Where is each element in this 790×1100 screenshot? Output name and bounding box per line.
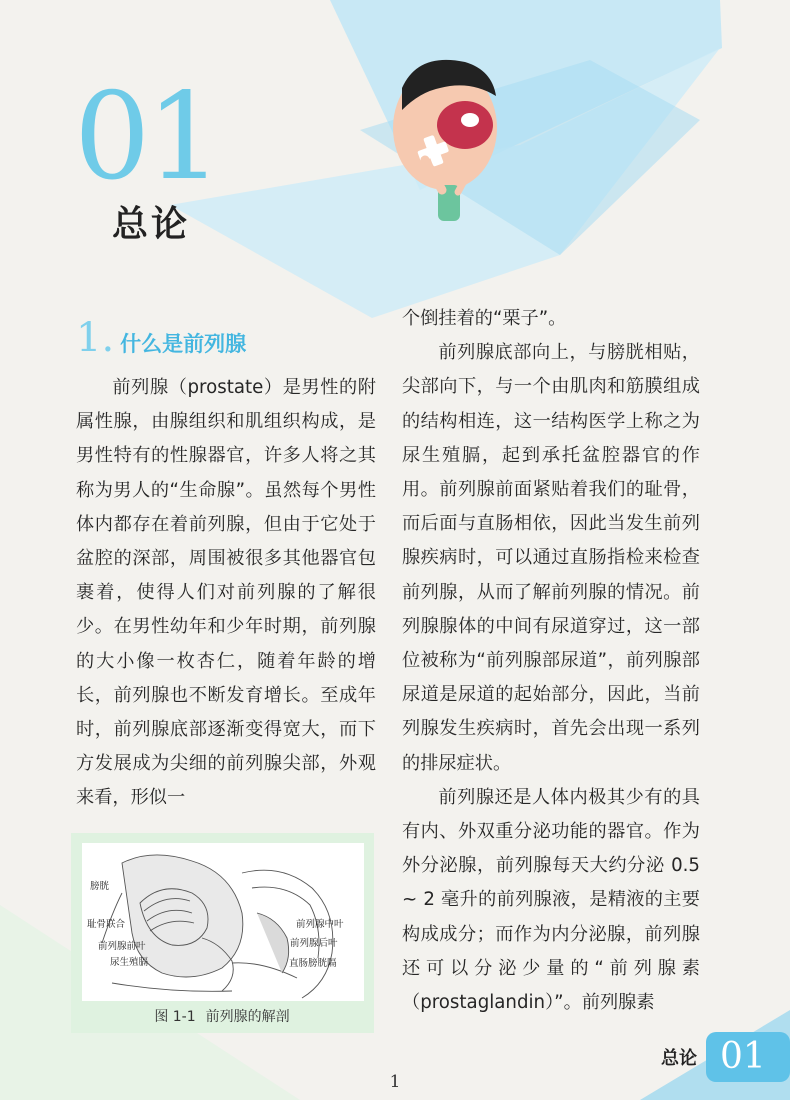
section-number: 1.	[76, 315, 115, 361]
left-column	[76, 371, 376, 816]
label-bladder: 膀胱	[90, 881, 110, 892]
label-pubic-symphysis: 耻骨联合	[87, 919, 126, 930]
figure-caption-text: 前列腺的解剖	[205, 1009, 290, 1025]
body-paragraph: 个倒挂着的“栗子”。	[402, 308, 567, 329]
chapter-number: 01	[74, 68, 219, 207]
body-paragraph: 前列腺底部向上，与膀胱相贴，尖部向下，与一个由肌肉和筋膜组成的结构相连，这一结构医学上称之为尿生殖膈，起到承托盆腔器官的作用。前列腺前面紧贴着我们的耻骨，而后面与直肠相依，因此当发生前列腺疾病时，可以通过直肠指检来检查前列腺，从而了解前列腺的情况。前列腺腺体的中间有尿道穿过，这一部位被称为“前列腺部尿道”，前列腺部尿道是尿道的起始部分，因此，当前列腺发生疾病时，首先会出现一系列的排尿症状。	[402, 342, 700, 774]
page-number: 1	[389, 1072, 401, 1092]
chapter-title: 总论	[112, 204, 191, 245]
figure-number: 图 1-1	[154, 1009, 196, 1025]
section-title: 什么是前列腺	[120, 332, 247, 356]
body-paragraph: 前列腺（prostate）是男性的附属性腺，由腺组织和肌组织构成，是男性特有的性腺器官，许多人将之其称为男人的“生命腺”。虽然每个男性体内都存在着前列腺，但由于它处于盆腔的深部，周围被很多其他器官包裹着，使得人们对前列腺的了解很少。在男性幼年和少年时期，前列腺的大小像一枚杏仁，随着年龄的增长，前列腺也不断发育增长。至成年时，前列腺底部逐渐变得宽大，而下方发展成为尖细的前列腺尖部，外观来看，形似一	[76, 377, 376, 809]
footer-chapter-number: 01	[720, 1036, 766, 1077]
label-rectovesical-septum: 直肠膀胱隔	[289, 958, 337, 969]
label-prostate-posterior: 前列腺后叶	[290, 938, 338, 949]
section-heading	[76, 315, 247, 361]
label-prostate-middle: 前列腺中叶	[296, 919, 344, 930]
footer-chapter-label: 总论	[661, 1048, 697, 1069]
body-paragraph: 前列腺还是人体内极其少有的具有内、外双重分泌功能的器官。作为外分泌腺，前列腺每天大约分泌 0.5 ~ 2 毫升的前列腺液，是精液的主要构成成分；而作为内分泌腺，前列腺还可以分泌少量的“前列腺素（prostaglandin）”。前列腺素	[402, 786, 700, 1014]
label-prostate-anterior: 前列腺前叶	[98, 941, 146, 952]
label-urogenital-diaphragm: 尿生殖膈	[110, 957, 149, 968]
right-column	[402, 302, 700, 1020]
figure-caption	[0, 1006, 444, 1026]
